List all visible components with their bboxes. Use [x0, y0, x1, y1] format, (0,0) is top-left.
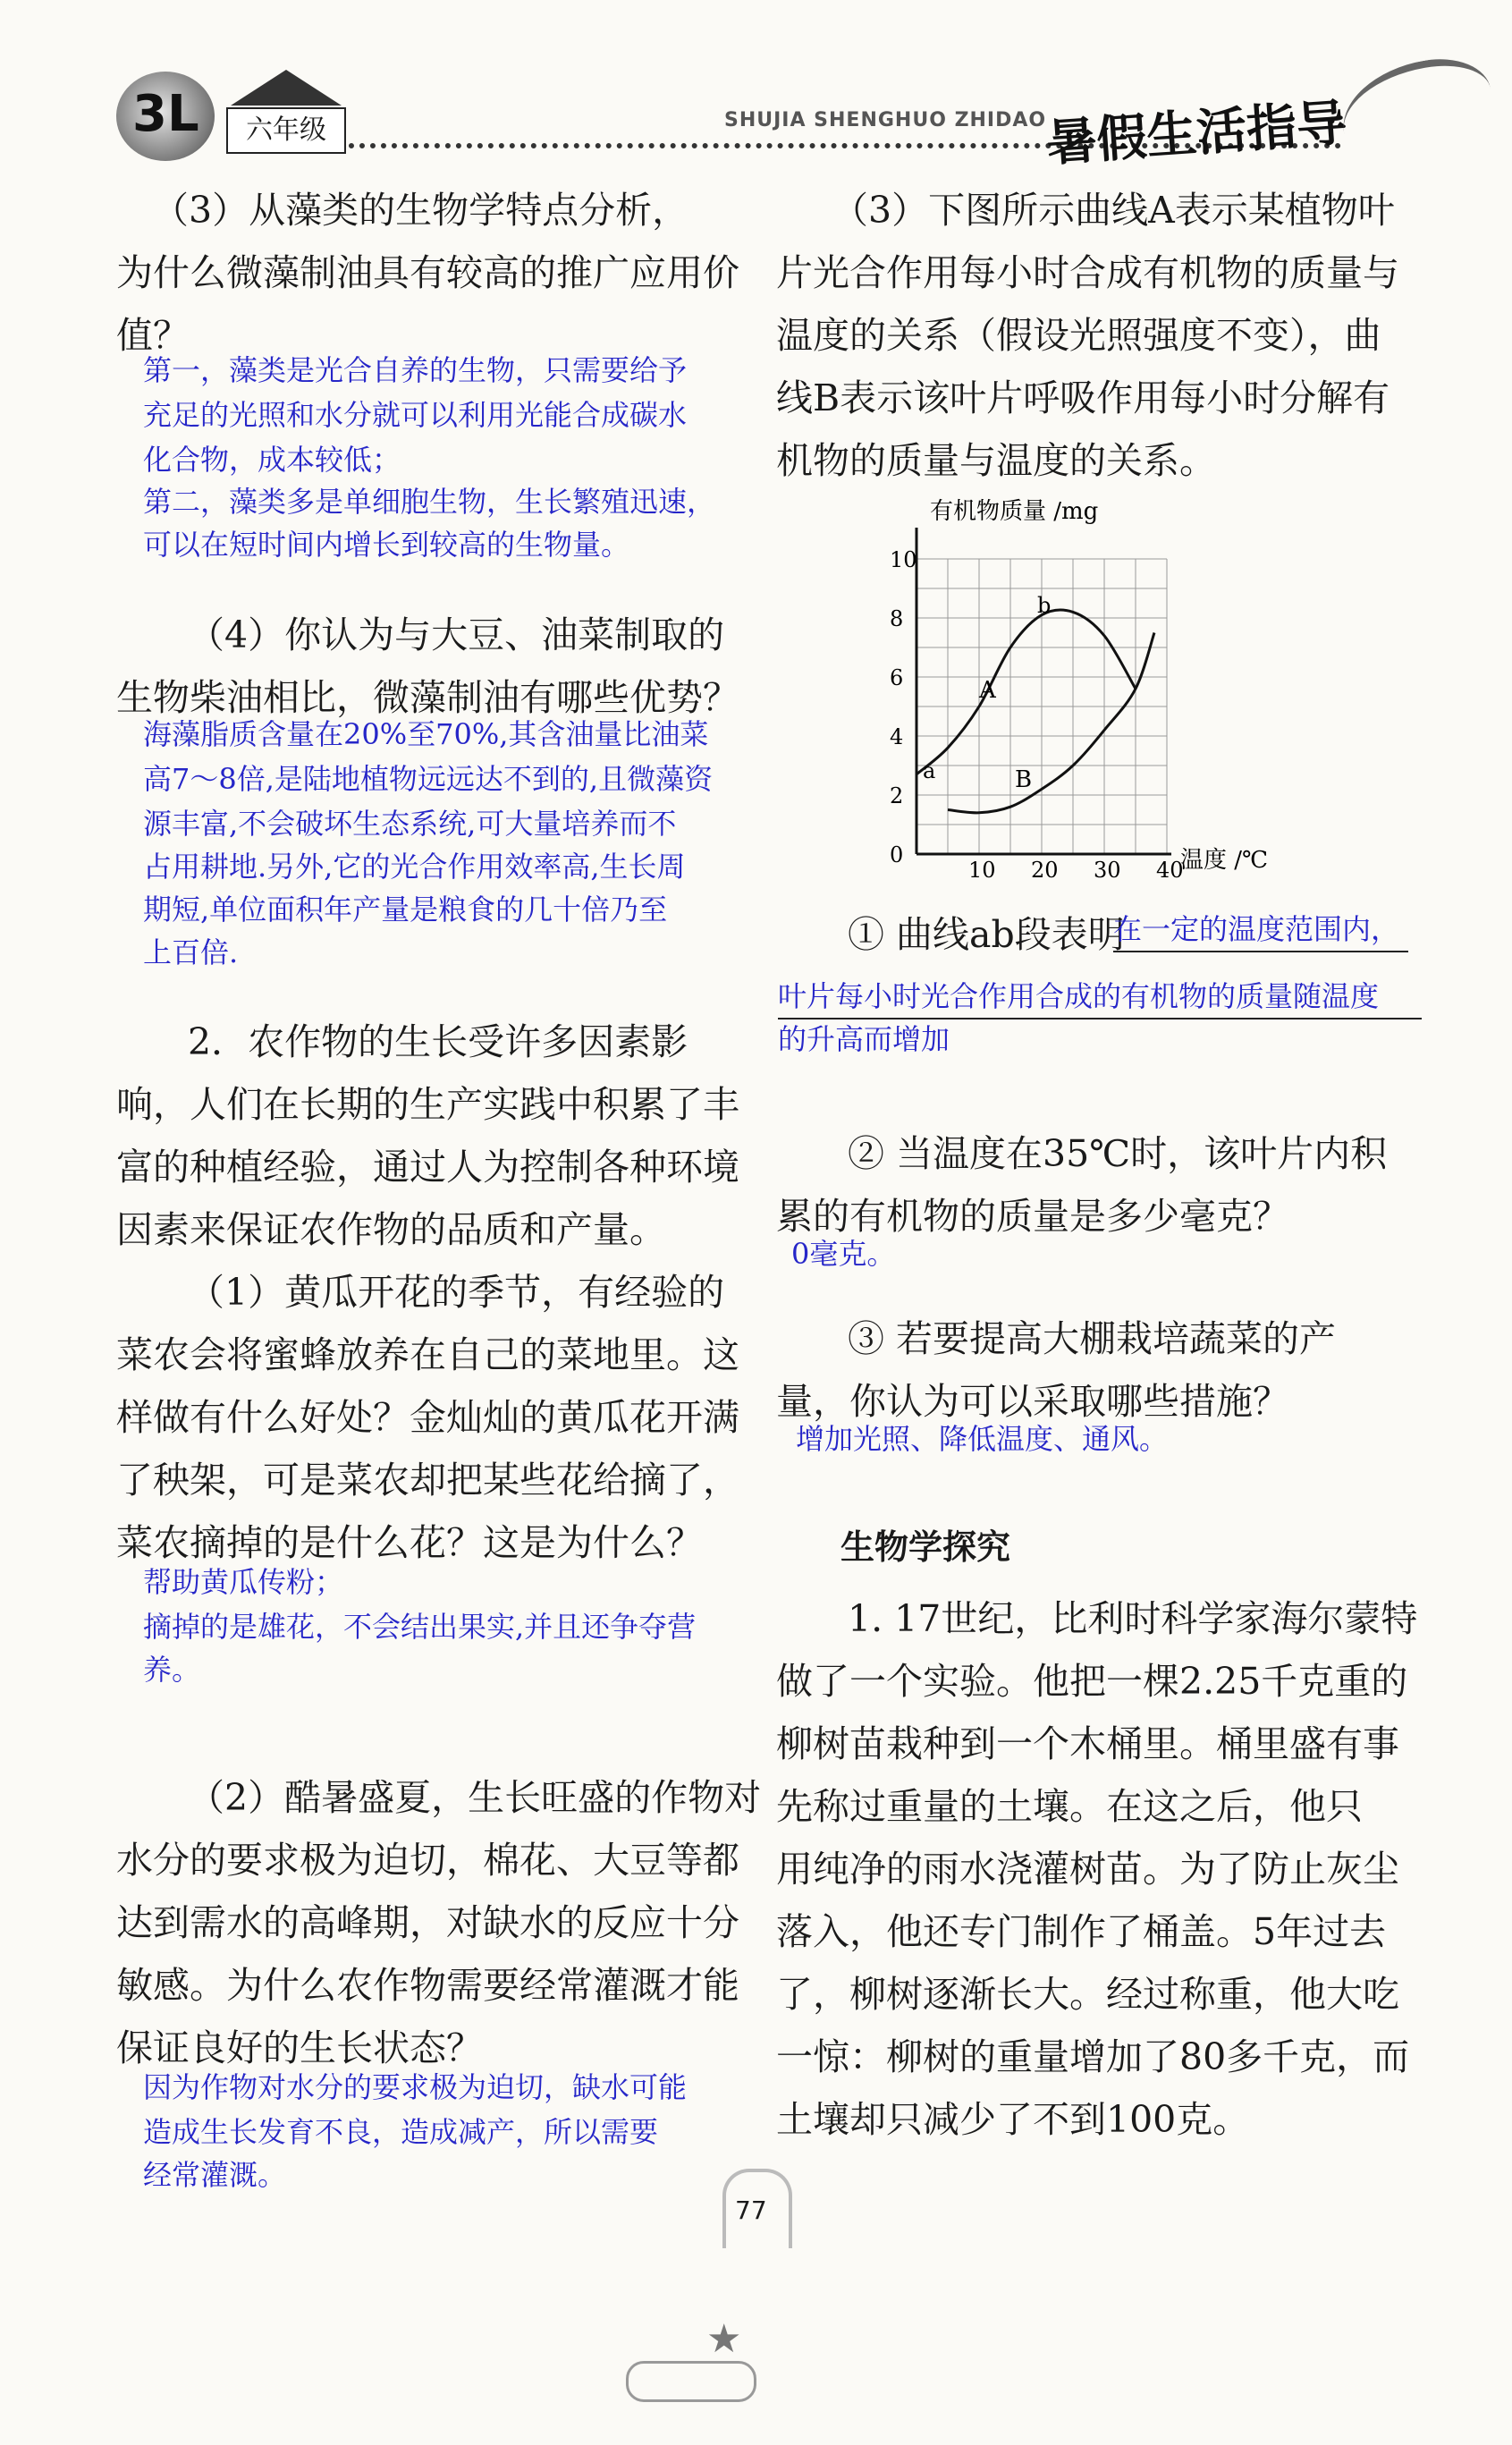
x-axis-label: 温度 /℃	[1180, 847, 1269, 874]
x-tick-label: 30	[1094, 858, 1121, 883]
right-q3-line: 温度的关系（假设光照强度不变），曲	[776, 314, 1381, 357]
s2-q1-line: 了秧架，可是菜农却把某些花给摘了，	[116, 1459, 739, 1502]
page-number: 77	[735, 2195, 767, 2225]
footer-decoration	[626, 2361, 756, 2402]
point-b-label: b	[1037, 593, 1052, 618]
y-tick-label: 2	[890, 783, 904, 808]
organic-matter-chart	[890, 492, 1270, 883]
section-2-line: 响，人们在长期的生产实践中积累了丰	[116, 1083, 739, 1126]
answer-line: 高7～8倍,是陆地植物远远达不到的,且微藻资	[143, 762, 714, 796]
grade-label: 六年级	[226, 107, 346, 154]
sub1-answer-line: 叶片每小时光合作用合成的有机物的质量随温度	[778, 975, 1422, 1019]
left-q3-line: （3）从藻类的生物学特点分析，	[152, 189, 689, 232]
s2-q2-line: （2）酷暑盛夏，生长旺盛的作物对	[188, 1776, 762, 1819]
section-2-line: 因素来保证农作物的品质和产量。	[116, 1208, 666, 1251]
y-tick-label: 6	[890, 665, 904, 690]
section-2-line: 2．农作物的生长受许多因素影	[188, 1020, 688, 1063]
answer-line: 占用耕地.另外,它的光合作用效率高,生长周	[143, 850, 686, 884]
experiment-line: 了，柳树逐渐长大。经过称重，他大吃	[776, 1973, 1399, 2016]
s2-q1-line: （1）黄瓜开花的季节，有经验的	[188, 1271, 725, 1314]
y-axis-label: 有机物质量 /mg	[930, 498, 1099, 525]
answer-line: 上百倍.	[143, 935, 239, 969]
grade-roof-shape	[231, 70, 342, 106]
curve-a-photosynthesis	[916, 610, 1136, 774]
answer-line: 养。	[143, 1653, 201, 1687]
y-tick-label: 8	[890, 606, 904, 631]
left-q3-line: 为什么微藻制油具有较高的推广应用价	[116, 251, 739, 294]
answer-line: 第一，藻类是光合自养的生物，只需要给予	[143, 353, 688, 387]
experiment-line: 用纯净的雨水浇灌树苗。为了防止灰尘	[776, 1848, 1399, 1891]
experiment-line: 土壤却只减少了不到100克。	[776, 2098, 1250, 2141]
s2-q2-line: 敏感。为什么农作物需要经常灌溉才能	[116, 1964, 739, 2007]
star-icon: ★	[706, 2316, 742, 2362]
sub2-line: 累的有机物的质量是多少毫克？	[776, 1195, 1289, 1238]
s2-q2-line: 保证良好的生长状态？	[116, 2026, 483, 2069]
sub1-answer-line: 的升高而增加	[778, 1022, 950, 1056]
right-q3-line: 片光合作用每小时合成有机物的质量与	[776, 251, 1399, 294]
y-tick-label: 0	[890, 842, 904, 867]
answer-line: 可以在短时间内增长到较高的生物量。	[143, 528, 630, 562]
answer-line: 期短,单位面积年产量是粮食的几十倍乃至	[143, 893, 668, 926]
answer-line: 帮助黄瓜传粉；	[143, 1565, 344, 1599]
sub2-answer: 0毫克。	[791, 1237, 896, 1271]
answer-line: 化合物，成本较低；	[143, 443, 401, 477]
section-heading: 生物学探究	[840, 1527, 1011, 1567]
answer-line: 源丰富,不会破坏生态系统,可大量培养而不	[143, 807, 677, 841]
sub3-line: 量，你认为可以采取哪些措施？	[776, 1380, 1289, 1423]
answer-line: 第二，藻类多是单细胞生物，生长繁殖迅速，	[143, 485, 716, 519]
experiment-line: 柳树苗栽种到一个木桶里。桶里盛有事	[776, 1722, 1399, 1765]
left-q3-line: 值？	[116, 314, 190, 357]
experiment-line: 先称过重量的土壤。在这之后，他只	[776, 1785, 1363, 1828]
right-q3-line: 机物的质量与温度的关系。	[776, 439, 1216, 482]
answer-line: 造成生长发育不良，造成减产，所以需要	[143, 2115, 659, 2149]
y-tick-label: 4	[890, 724, 904, 749]
logo-text: 3L	[132, 85, 199, 143]
answer-line: 海藻脂质含量在20%至70%,其含油量比油菜	[143, 717, 709, 751]
x-tick-label: 20	[1031, 858, 1059, 883]
x-tick-label: 40	[1156, 858, 1184, 883]
page-header	[0, 0, 1512, 179]
experiment-line: 做了一个实验。他把一棵2.25千克重的	[776, 1660, 1408, 1703]
flame-decoration	[1334, 50, 1500, 172]
s2-q2-line: 达到需水的高峰期，对缺水的反应十分	[116, 1901, 739, 1944]
right-q3-line: （3）下图所示曲线A表示某植物叶	[832, 189, 1395, 232]
header-pinyin: SHUJIA SHENGHUO ZHIDAO	[724, 109, 1047, 131]
s2-q1-line: 菜农会将蜜蜂放养在自己的菜地里。这	[116, 1333, 739, 1376]
s2-q2-line: 水分的要求极为迫切，棉花、大豆等都	[116, 1839, 739, 1882]
left-q4-line: 生物柴油相比，微藻制油有哪些优势？	[116, 676, 739, 719]
sub2-line: ② 当温度在35℃时，该叶片内积	[848, 1132, 1388, 1175]
curve-b-label: B	[1015, 766, 1033, 793]
experiment-line: 落入，他还专门制作了桶盖。5年过去	[776, 1910, 1387, 1953]
left-q4-line: （4）你认为与大豆、油菜制取的	[188, 613, 725, 656]
x-tick-label: 10	[968, 858, 996, 883]
sub1-prompt: ① 曲线ab段表明	[848, 913, 1125, 956]
experiment-line: 1. 17世纪，比利时科学家海尔蒙特	[848, 1597, 1418, 1640]
answer-line: 摘掉的是雄花，不会结出果实,并且还争夺营	[143, 1610, 697, 1644]
s2-q1-line: 样做有什么好处？金灿灿的黄瓜花开满	[116, 1396, 739, 1439]
sub3-answer: 增加光照、降低温度、通风。	[796, 1422, 1169, 1456]
answer-line: 因为作物对水分的要求极为迫切，缺水可能	[143, 2070, 688, 2104]
header-title: 暑假生活指导	[1044, 94, 1349, 173]
y-tick-label: 10	[890, 547, 917, 572]
section-2-line: 富的种植经验，通过人为控制各种环境	[116, 1146, 739, 1189]
experiment-line: 一惊：柳树的重量增加了80多千克，而	[776, 2035, 1410, 2078]
curve-a-label: A	[979, 677, 996, 704]
sub3-line: ③ 若要提高大棚栽培蔬菜的产	[848, 1317, 1337, 1360]
right-q3-line: 线B表示该叶片呼吸作用每小时分解有	[776, 376, 1390, 419]
answer-line: 经常灌溉。	[143, 2158, 287, 2192]
s2-q1-line: 菜农摘掉的是什么花？这是为什么？	[116, 1521, 703, 1564]
answer-line: 充足的光照和水分就可以利用光能合成碳水	[143, 398, 688, 432]
point-a-label: a	[923, 758, 936, 783]
sub1-answer-line: 在一定的温度范围内，	[1113, 908, 1408, 952]
